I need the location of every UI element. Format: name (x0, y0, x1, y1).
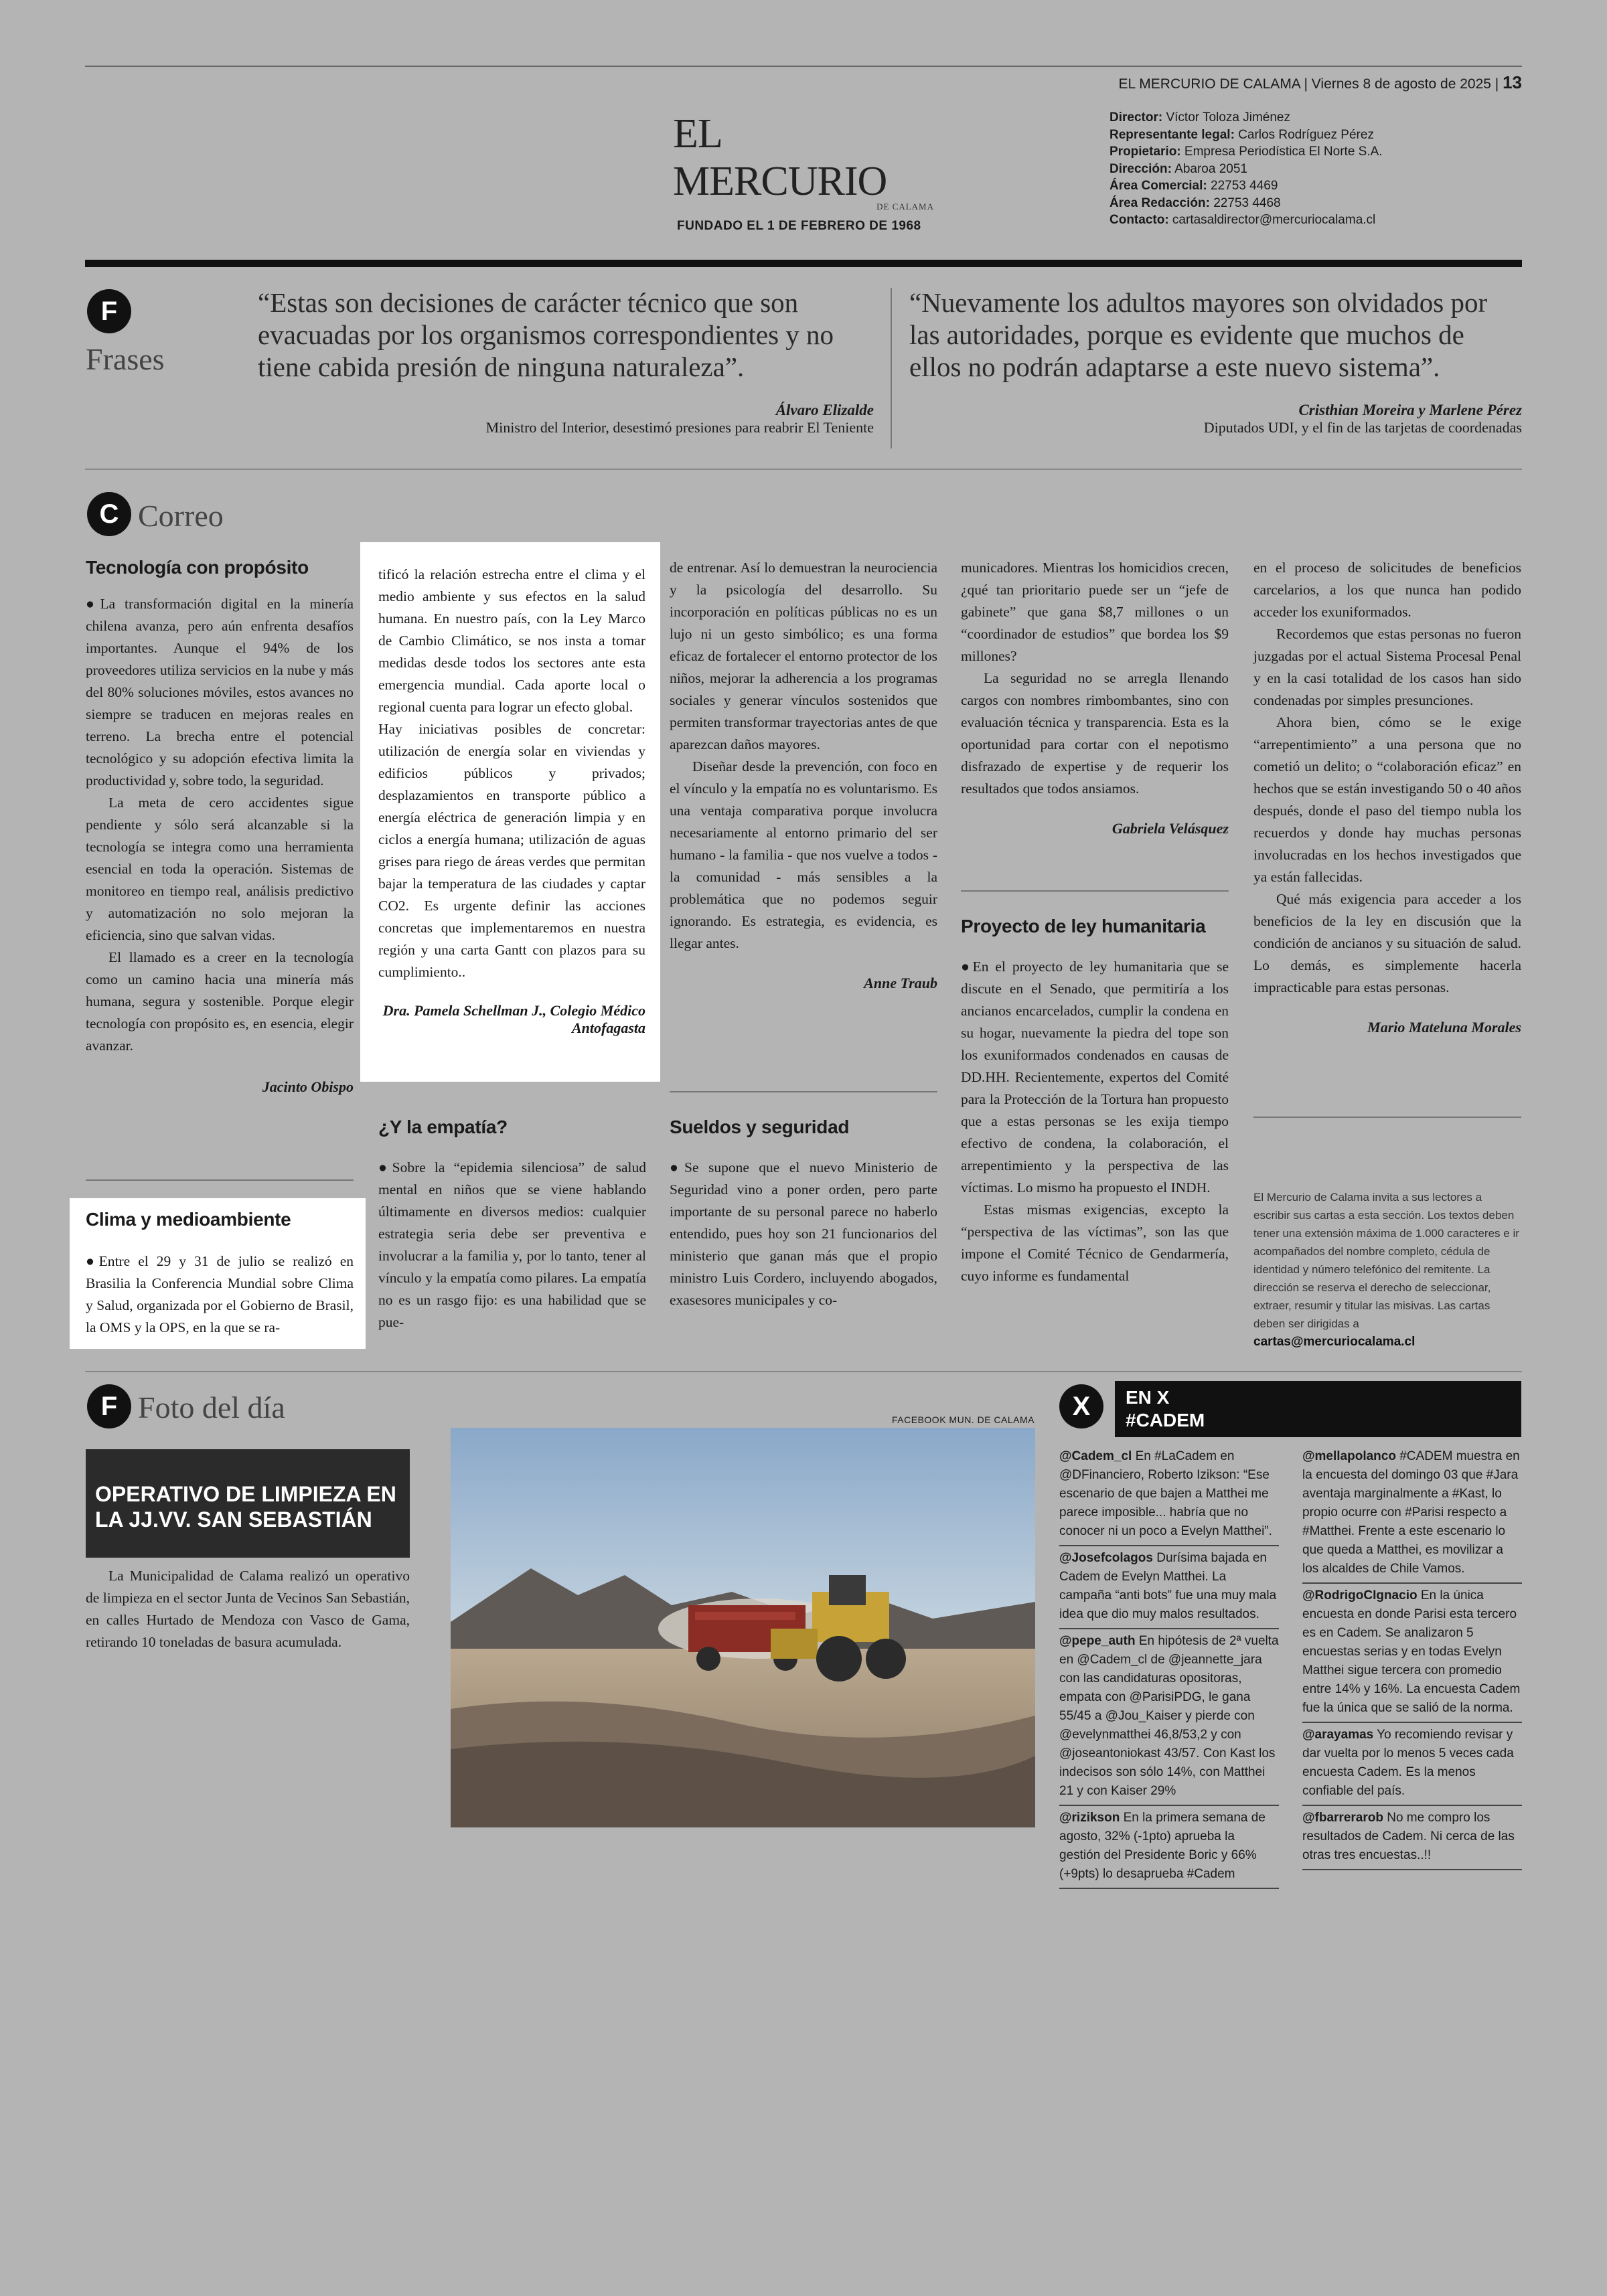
letter-paragraph: La seguridad no se arregla llenando cargos con nombres rimbombantes, sino con evaluación técnica y transparencia. Esta es la oportunidad para cortar con el nepotismo disfrazado de expertise y de requerir los resultados que todos ansiamos. (961, 670, 1229, 797)
frases-icon: F (87, 289, 131, 333)
letter-paragraph: tificó la relación estrecha entre el clima y el medio ambiente y sus efectos en la salud humana. En nuestro país, con la Ley Marco de Cambio Climático, se nos insta a tomar medidas desde todos los sectores ante esta emergencia mundial. Cada aporte local o regional cuenta para lograr un efecto global. (378, 566, 645, 715)
staff-value: 22753 4469 (1207, 179, 1278, 193)
letter-tecnologia (86, 557, 354, 1096)
x-post-user[interactable]: @arayamas (1302, 1728, 1374, 1742)
photo-image (451, 1428, 1035, 1827)
letter-paragraph: ●Se supone que el nuevo Ministerio de Seguridad vino a poner orden, pero parte importante de su personal parece no haberlo entendido, pues hoy son 21 funcionarios del ministerio que ganan más que el propio ministro Luis Cordero, incluyendo abogados, exasesores municipales y co- (670, 1159, 937, 1308)
letter-signature: Gabriela Velásquez (1112, 820, 1229, 837)
notice-email: cartas@mercuriocalama.cl (1253, 1335, 1415, 1349)
letter-paragraph: de entrenar. Así lo demuestran la neurociencia y la psicología del desarrollo. Su incorporación en políticas públicas no es un lujo ni un gesto simbólico; es una forma eficaz de fortalecer el entorno protector de los niños, mejorar la adherencia a los programas sociales y generar vínculos sostenidos que permiten transformar trayectorias antes de que aparezcan daños mayores. (670, 560, 937, 752)
photo-cleanup-operation (451, 1428, 1035, 1827)
x-post (1059, 1445, 1279, 1546)
letter-paragraph: en el proceso de solicitudes de beneficios carcelarios, a los que nunca han podido acceder los exuniformados. (1253, 560, 1521, 620)
letter-paragraph: ●Sobre la “epidemia silenciosa” de salud mental en niños que se viene hablando últimamente en diversos medios: cualquier estrategia seria debe ser preventiva e involucrar a la familia y, por lo tanto, tener al vínculo y la empatía como pilares. La empatía no es un rasgo fijo: es una habilidad que se pue- (378, 1159, 646, 1330)
staff-value: Víctor Toloza Jiménez (1162, 110, 1290, 125)
letter-title: Sueldos y seguridad (670, 1117, 850, 1137)
staff-value: cartasaldirector@mercuriocalama.cl (1168, 213, 1376, 227)
letter-signature: Dra. Pamela Schellman J., Colegio Médico Antofagasta (382, 1002, 645, 1036)
quote-2-text: “Nuevamente los adultos mayores son olvidados por las autoridades, porque es evidente que muchos de ellos no podrán adaptarse a este nuevo sistema”. (909, 287, 1488, 382)
enx-title-box (1115, 1381, 1521, 1437)
enx-column-left (1059, 1445, 1279, 1889)
letter-paragraph: ●En el proyecto de ley humanitaria que se discute en el Senado, que permitiría a los ancianos encarcelados, cumplir la condena en su hogar, nuevamente la piedra del tope son los exuniformados condenados en causas de DD.HH. Recientemente, expertos del Comité para la Protección de la Tortura han propuesto que a estas personas se les exija tiempo efectivo de condena, la colaboración, el arrepentimiento y la perspectiva de las víctimas. Lo mismo ha propuesto el INDH. (961, 959, 1229, 1196)
staff-line (1109, 109, 1484, 127)
letter-empatia-cont (670, 557, 937, 992)
quote-2-author: Cristhian Moreira y Marlene Pérez (1298, 402, 1522, 418)
photo-credit: FACEBOOK MUN. DE CALAMA (892, 1414, 1035, 1425)
quote-1 (258, 286, 874, 436)
clima-box-part1 (70, 1198, 366, 1349)
letters-notice (1253, 1188, 1521, 1351)
x-post (1059, 1546, 1279, 1629)
foto-caption: La Municipalidad de Calama realizó un operativo de limpieza en el sector Junta de Vecinos San Sebastián, en calles Hurtado de Mendoza con Vasco de Gama, retirando 10 toneladas de basura acumulada. (86, 1568, 410, 1650)
masthead-founded: FUNDADO EL 1 DE FEBRERO DE 1968 (677, 219, 921, 233)
letter-sueldos-cont (961, 557, 1229, 837)
letter-title: Tecnología con propósito (86, 557, 309, 578)
x-post-text: En #LaCadem en @DFinanciero, Roberto Izikson: “Ese escenario de que bajen a Matthei me parece imposible... habría que no conocer ni un poco a Evelyn Matthei”. (1059, 1449, 1272, 1538)
masthead (673, 110, 934, 234)
x-post-text: Durísima bajada en Cadem de Evelyn Matthei. La campaña “anti bots” fue una muy mala idea que dio muy malos resultados. (1059, 1551, 1277, 1621)
x-post-user[interactable]: @mellapolanco (1302, 1449, 1396, 1463)
letter-paragraph: Diseñar desde la prevención, con foco en el vínculo y la empatía no es voluntarismo. Es una ventaja comparativa porque involucra necesariamente al entorno primario del ser humano - la familia - que nos vuelve a todos - la comunidad - más sensibles a la problemática que no podemos seguir ignorando. Es estrategia, es evidencia, es llegar antes. (670, 758, 937, 951)
enx-title-line2: #CADEM (1126, 1410, 1205, 1430)
letter-paragraph: municadores. Mientras los homicidios crecen, ¿qué tan prioritario puede ser un “jefe de gabinete” que gana $8,7 millones o un “coordinador de estudios” que bordea los $9 millones? (961, 560, 1229, 664)
x-post-text: En la única encuesta en donde Parisi esta tercero es en Cadem. Se analizaron 5 encuestas serias y en todas Evelyn Matthei sigue tercera con promedio entre 14% y 16%. La encuesta Cadem fue la única que se salió de la norma. (1302, 1588, 1521, 1715)
staff-line (1109, 143, 1484, 161)
quote-1-text: “Estas son decisiones de carácter técnico que son evacuadas por los organismos correspondientes y no tiene cabida presión de ninguna naturaleza”. (258, 287, 834, 382)
quote-1-author: Álvaro Elizalde (775, 402, 874, 418)
x-post (1059, 1806, 1279, 1889)
staff-line (1109, 212, 1484, 229)
staff-key: Contacto: (1109, 213, 1169, 227)
staff-value: Carlos Rodríguez Pérez (1234, 127, 1374, 142)
frases-label: Frases (86, 342, 165, 376)
x-post (1059, 1629, 1279, 1806)
masthead-subtitle: DE CALAMA (876, 201, 934, 212)
letter-paragraph: Hay iniciativas posibles de concretar: utilización de energía solar en viviendas y edificios públicos y privados; desplazamientos en transporte público a energía eléctrica de generación limpia y en ciclos a energía humana; utilización de aguas grises para riego de áreas verdes que permitan bajar la temperatura de las ciudades y captar CO2. Es urgente definir las acciones concretas que implementaremos en nuestra región y una carta Gantt con plazos para su cumplimiento.. (378, 721, 645, 980)
staff-line (1109, 177, 1484, 195)
letter-paragraph: ●La transformación digital en la minería chilena avanza, pero aún enfrenta desafíos importantes. Aunque el 94% de los proveedores utiliza servicios en la nube y más del 80% soluciones móviles, estos avances no siempre se traducen en mejoras reales en terreno. La brecha entre el potencial tecnológico y su adopción efectiva limita la productividad y, sobre todo, la seguridad. (86, 596, 354, 789)
staff-line (1109, 195, 1484, 212)
x-post-user[interactable]: @RodrigoCIgnacio (1302, 1588, 1418, 1603)
letter-paragraph: Recordemos que estas personas no fueron juzgadas por el actual Sistema Procesal Penal y en la casi totalidad de los casos han sido condenadas por simples presunciones. (1253, 626, 1521, 708)
letter-empatia (378, 1117, 646, 1333)
correo-icon: C (87, 492, 131, 536)
letter-title: ¿Y la empatía? (378, 1117, 508, 1137)
letter-sueldos (670, 1117, 937, 1311)
x-post-text: En hipótesis de 2ª vuelta en @Cadem_cl de @jeannette_jara con las candidaturas opositoras, empata con @ParisiPDG, le gana 55/45 a @Jou_Kaiser y pierde con @evelynmatthei 46,8/53,2 y con @joseantoniokast 43/57. Con Kast los indecisos son sólo 14%, con Matthei 21 y con Kaiser 29% (1059, 1634, 1279, 1798)
enx-title-line1: EN X (1126, 1387, 1170, 1408)
staff-key: Área Redacción: (1109, 195, 1210, 210)
staff-key: Área Comercial: (1109, 179, 1207, 193)
letter-title: Clima y medioambiente (86, 1209, 291, 1230)
letter-paragraph: La meta de cero accidentes sigue pendiente y sólo será alcanzable si la tecnología se integra como una herramienta esencial en toda la operación. Sistemas de monitoreo en tiempo real, análisis predictivo y automatización no solo mejoran la eficiencia, sino que salvan vidas. (86, 795, 354, 943)
letter-signature: Mario Mateluna Morales (1367, 1019, 1521, 1036)
staff-value: 22753 4468 (1209, 195, 1281, 210)
x-post-user[interactable]: @fbarrerarob (1302, 1811, 1383, 1825)
staff-value: Empresa Periodística El Norte S.A. (1180, 145, 1383, 159)
x-post (1302, 1806, 1522, 1870)
letter-ley-cont (1253, 557, 1521, 1036)
staff-value: Abaroa 2051 (1171, 161, 1247, 176)
foto-label: Foto del día (138, 1390, 285, 1424)
x-post (1302, 1584, 1522, 1723)
letter-paragraph: Ahora bien, cómo se le exige “arrepentimiento” a una persona que no cometió un delito; o “colaboración eficaz” en hechos que se están investigando 50 o 40 años después, donde el paso del tiempo nubla los recuerdos y donde hay muchas personas involucradas en los hechos investigados que ya están fallecidas. (1253, 714, 1521, 885)
x-post-text: Yo recomiendo revisar y dar vuelta por lo menos 5 veces cada encuesta Cadem. Es la menos confiable del país. (1302, 1728, 1514, 1798)
x-post (1302, 1723, 1522, 1806)
enx-column-right (1302, 1445, 1522, 1870)
notice-text: El Mercurio de Calama invita a sus lectores a escribir sus cartas a esta sección. Los textos deben tener una extensión máxima de 1.000 caracteres e ir acompañados del nombre completo, cédula de identidad y número telefónico del remitente. La dirección se reserva el derecho de seleccionar, extraer, resumir y titular las misivas. Las cartas deben ser dirigidas a (1253, 1191, 1519, 1330)
x-post-user[interactable]: @rizikson (1059, 1811, 1120, 1825)
staff-key: Dirección: (1109, 161, 1172, 176)
foto-icon: F (87, 1384, 131, 1428)
quote-2-role: Diputados UDI, y el fin de las tarjetas de coordenadas (1203, 419, 1522, 436)
letter-paragraph: Qué más exigencia para acceder a los beneficios de la ley en discusión que la condición de ancianos y su situación de salud. Lo demás, es simplemente hacerla impracticable para estas personas. (1253, 891, 1521, 995)
x-post-text: En la primera semana de agosto, 32% (-1pto) aprueba la gestión del Presidente Boric y 66% (+9pts) lo desaprueba #Cadem (1059, 1811, 1266, 1881)
letter-signature: Jacinto Obispo (262, 1078, 354, 1095)
foto-box-title: OPERATIVO DE LIMPIEZA EN LA JJ.VV. SAN SEBASTIÁN (86, 1449, 410, 1558)
x-post-user[interactable]: @Josefcolagos (1059, 1551, 1153, 1565)
letter-signature: Anne Traub (864, 975, 937, 991)
x-icon: X (1059, 1384, 1103, 1428)
staff-key: Representante legal: (1109, 127, 1235, 142)
x-post-user[interactable]: @Cadem_cl (1059, 1449, 1132, 1463)
letter-ley (961, 916, 1229, 1287)
staff-line (1109, 127, 1484, 144)
x-post (1302, 1445, 1522, 1584)
letter-paragraph: ●Entre el 29 y 31 de julio se realizó en Brasilia la Conferencia Mundial sobre Clima y Salud, organizada por el Gobierno de Brasil, la OMS y la OPS, en la que se ra- (86, 1253, 354, 1335)
foto-caption-wrap (86, 1565, 410, 1653)
staff-line (1109, 161, 1484, 178)
masthead-title: EL MERCURIO (673, 111, 887, 204)
staff-box (1109, 109, 1484, 229)
letter-title: Proyecto de ley humanitaria (961, 916, 1206, 936)
edition-text: EL MERCURIO DE CALAMA | Viernes 8 de agosto de 2025 | (1118, 76, 1499, 92)
edition-line (1105, 72, 1522, 93)
letter-paragraph: Estas mismas exigencias, excepto la “perspectiva de las víctimas”, son las que impone el Comité Técnico de Gendarmería, cuyo informe es fundamental (961, 1202, 1229, 1284)
x-post-text: #CADEM muestra en la encuesta del domingo 03 que #Jara aventaja marginalmente a #Kast, lo propio ocurre con #Parisi respecto a #Matthei. Frente a este escenario lo que queda a Matthei, es movilizar a los alcaldes de Chile Vamos. (1302, 1449, 1520, 1576)
quote-2 (909, 286, 1522, 436)
staff-key: Propietario: (1109, 145, 1181, 159)
correo-label: Correo (138, 499, 224, 533)
x-post-text: No me compro los resultados de Cadem. Ni cerca de las otras tres encuestas..!! (1302, 1811, 1515, 1862)
x-post-user[interactable]: @pepe_auth (1059, 1634, 1136, 1648)
page-number: 13 (1503, 72, 1522, 92)
letter-paragraph: El llamado es a creer en la tecnología como un camino hacia una minería más humana, segura y sostenible. Porque elegir tecnología con propósito es, en esencia, elegir avanzar. (86, 949, 354, 1054)
clima-box-part2 (360, 542, 660, 1082)
staff-key: Director: (1109, 110, 1163, 125)
quote-1-role: Ministro del Interior, desestimó presiones para reabrir El Teniente (485, 419, 874, 436)
